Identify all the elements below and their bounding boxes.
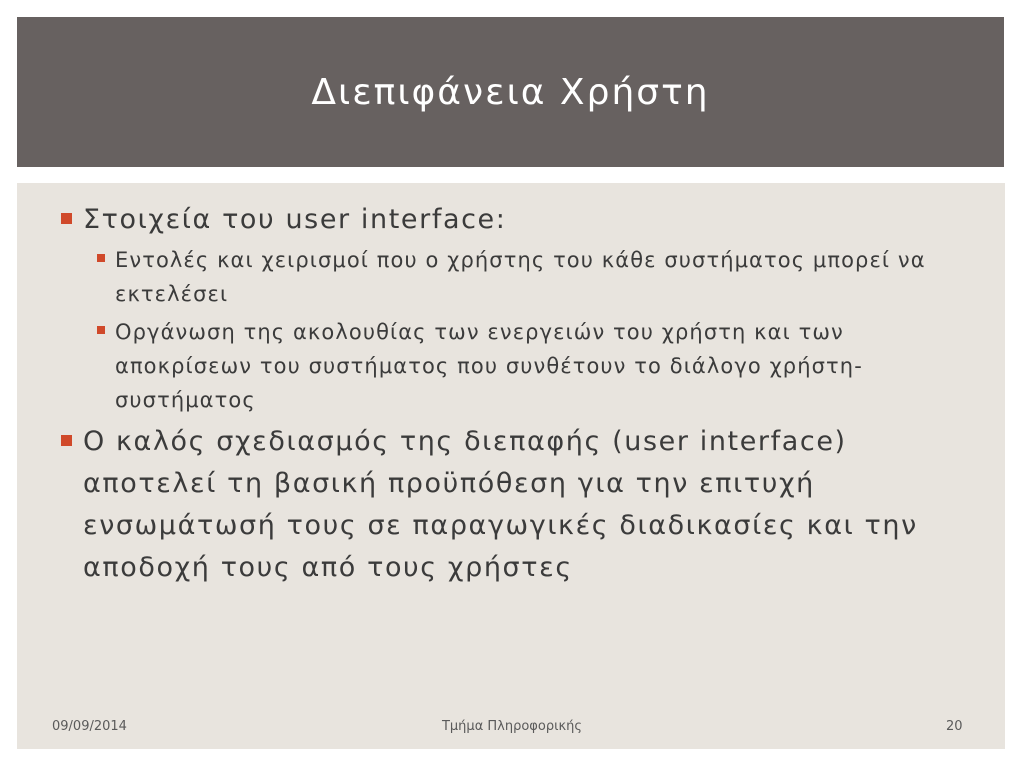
square-bullet-icon bbox=[97, 326, 105, 334]
square-bullet-icon bbox=[97, 254, 105, 262]
bullet-text: Ο καλός σχεδιασμός της διεπαφής (user interface) αποτελεί τη βασική προϋπόθεση για την επιτυχή ενσωμάτωσή τους σε παραγωγικές διαδικασίες και την αποδοχή τους από τους χρήστες bbox=[83, 426, 918, 583]
slide-title: Διεπιφάνεια Χρήστη bbox=[311, 71, 710, 113]
square-bullet-icon bbox=[61, 213, 72, 224]
bullet-item bbox=[61, 421, 961, 589]
sub-bullet-item bbox=[97, 243, 961, 311]
bullet-list bbox=[61, 199, 961, 589]
content-panel bbox=[17, 183, 1005, 749]
title-band bbox=[17, 17, 1004, 167]
footer-department: Τμήμα Πληροφορικής bbox=[441, 719, 583, 734]
sub-bullet-item bbox=[97, 315, 961, 417]
footer-date: 09/09/2014 bbox=[52, 719, 127, 734]
sub-bullet-list bbox=[83, 243, 961, 417]
sub-bullet-text: Εντολές και χειρισμοί που ο χρήστης του κάθε συστήματος μπορεί να εκτελέσει bbox=[115, 248, 926, 306]
bullet-text: Στοιχεία του user interface: bbox=[83, 204, 507, 235]
sub-bullet-text: Οργάνωση της ακολουθίας των ενεργειών του χρήστη και των αποκρίσεων του συστήματος που συνθέτουν το διάλογο χρήστη-συστήματος bbox=[115, 320, 863, 412]
bullet-item bbox=[61, 199, 961, 417]
square-bullet-icon bbox=[61, 435, 72, 446]
footer-page-number: 20 bbox=[946, 719, 963, 734]
